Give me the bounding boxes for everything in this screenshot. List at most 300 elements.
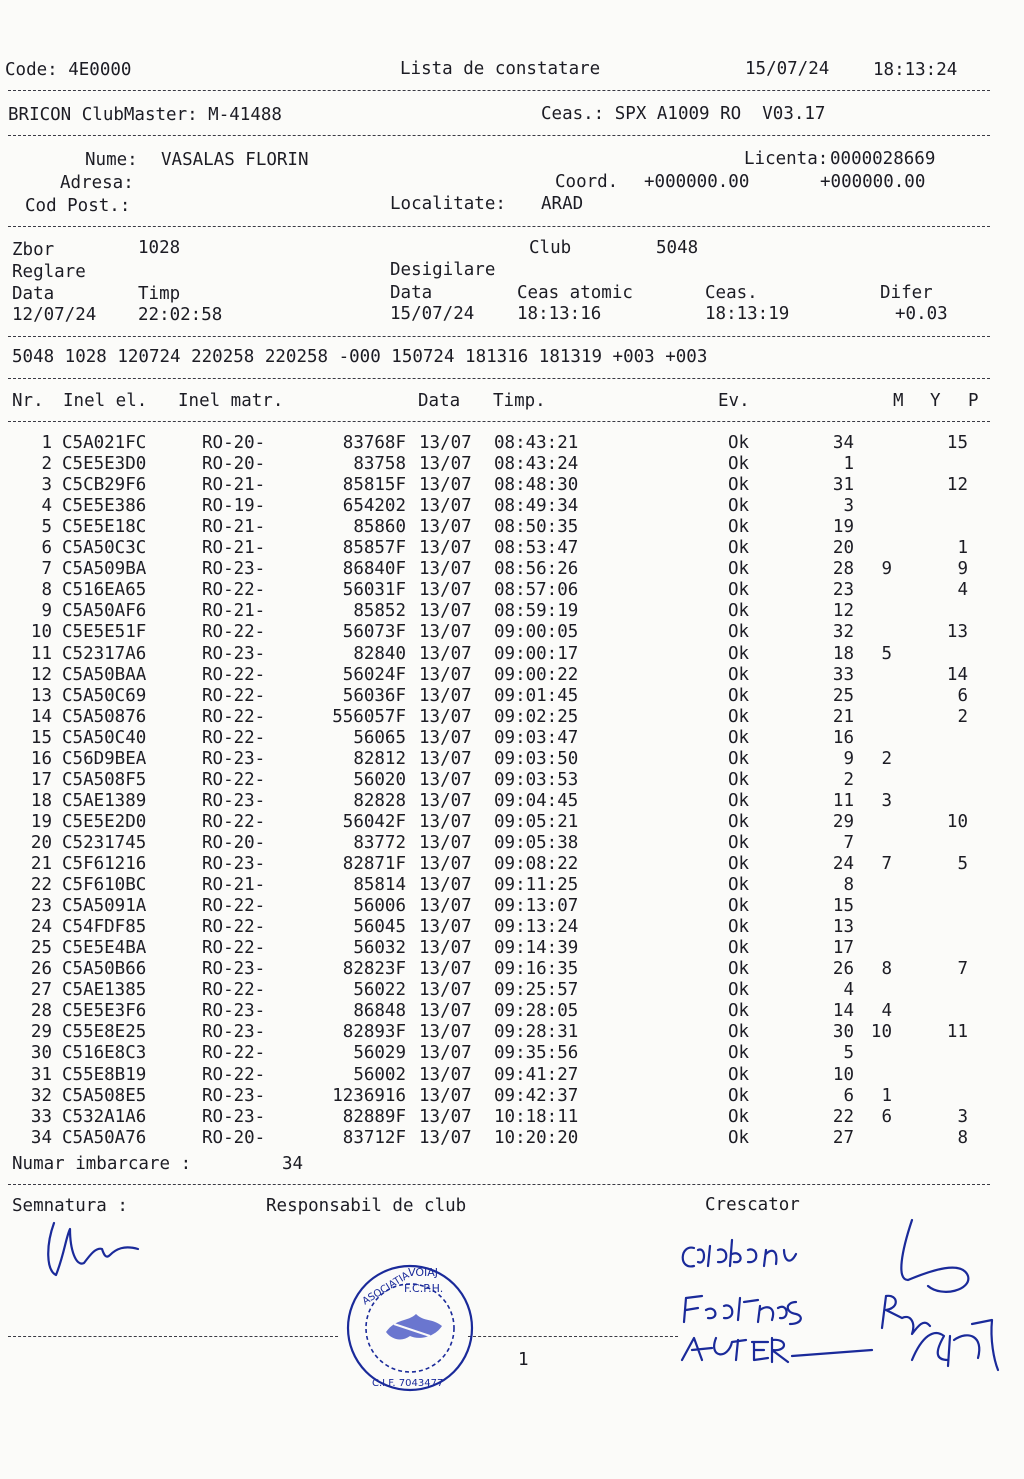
ring-number: 56022 — [353, 980, 406, 1001]
table-row — [0, 1022, 1024, 1043]
licenta-value: 0000028669 — [830, 149, 936, 169]
table-row — [0, 770, 1024, 791]
ring-electronic: C5A50C40 — [62, 727, 147, 748]
rank-p: 13 — [946, 622, 968, 643]
ring-electronic: C5E5E2D0 — [62, 811, 147, 832]
rank-y: 9 — [881, 559, 892, 580]
arrival-time: 10:20:20 — [494, 1127, 579, 1148]
divider — [8, 378, 990, 379]
ring-number: 56029 — [353, 1043, 406, 1064]
ring-electronic: C5A508E5 — [62, 1085, 147, 1106]
arrival-date: 13/07 — [419, 1022, 472, 1043]
localitate-value: ARAD — [541, 194, 584, 214]
divider — [8, 336, 990, 337]
imbarcare-label: Numar imbarcare : — [12, 1154, 192, 1174]
row-nr: 14 — [30, 706, 52, 727]
table-row — [0, 749, 1024, 770]
arrival-date: 13/07 — [419, 538, 472, 559]
ring-electronic: C5F61216 — [62, 854, 147, 874]
document-title: Lista de constatare — [400, 59, 601, 79]
coord-label: Coord. — [555, 172, 619, 192]
ring-electronic: C5A50C3C — [62, 538, 147, 559]
ring-prefix: RO-22- — [202, 727, 266, 748]
club-label: Club — [529, 238, 572, 258]
ring-electronic: C5A508F5 — [62, 769, 147, 790]
event-status: Ok — [728, 1085, 750, 1106]
arrival-date: 13/07 — [419, 496, 472, 517]
imbarcare-value: 34 — [282, 1154, 304, 1174]
rank-m: 10 — [832, 1064, 854, 1085]
ring-number: 654202 — [342, 496, 406, 517]
rank-m: 17 — [832, 938, 854, 959]
rank-y: 6 — [881, 1106, 892, 1127]
code-text: Code: 4E0000 — [5, 60, 132, 80]
row-nr: 24 — [30, 917, 52, 938]
arrival-date: 13/07 — [419, 727, 472, 748]
event-status: Ok — [728, 769, 750, 790]
ring-number: 85814 — [353, 875, 406, 896]
ring-prefix: RO-20- — [202, 433, 266, 453]
table-row — [0, 601, 1024, 622]
event-status: Ok — [728, 959, 750, 980]
page-number: 1 — [518, 1350, 529, 1370]
ring-number: 83712F — [342, 1127, 406, 1148]
rank-m: 31 — [832, 475, 854, 496]
arrival-time: 09:03:53 — [494, 769, 579, 790]
arrival-date: 13/07 — [419, 1001, 472, 1022]
desig-data-label: Data — [390, 283, 433, 303]
owner-name: VASALAS FLORIN — [161, 150, 309, 170]
arrival-date: 13/07 — [419, 643, 472, 664]
event-status: Ok — [728, 706, 750, 727]
rank-p: 12 — [946, 475, 968, 496]
rank-p: 8 — [957, 1127, 968, 1148]
divider — [8, 226, 990, 227]
ring-number: 1236916 — [332, 1085, 406, 1106]
ring-prefix: RO-23- — [202, 1106, 266, 1127]
table-row — [0, 686, 1024, 707]
ring-electronic: C5A021FC — [62, 433, 147, 453]
rank-m: 26 — [832, 959, 854, 980]
event-status: Ok — [728, 454, 750, 475]
arrival-time: 08:49:34 — [494, 496, 579, 517]
code-line: 5048 1028 120724 220258 220258 -000 150724 181316 181319 +003 +003 — [12, 347, 708, 367]
rank-m: 8 — [843, 875, 854, 896]
ring-prefix: RO-22- — [202, 896, 266, 917]
divider — [8, 421, 990, 422]
arrival-date: 13/07 — [419, 769, 472, 790]
row-nr: 3 — [41, 475, 52, 496]
event-status: Ok — [728, 517, 750, 538]
table-row — [0, 580, 1024, 601]
arrival-time: 08:48:30 — [494, 475, 579, 496]
ceas-label: Ceas. — [705, 283, 758, 303]
ring-electronic: C5E5E3D0 — [62, 454, 147, 475]
table-row — [0, 517, 1024, 538]
ceas-value: 18:13:19 — [705, 304, 790, 324]
rank-m: 18 — [832, 643, 854, 664]
table-row — [0, 538, 1024, 559]
arrival-time: 09:00:22 — [494, 664, 579, 685]
event-status: Ok — [728, 917, 750, 938]
arrival-time: 09:11:25 — [494, 875, 579, 896]
arrival-date: 13/07 — [419, 832, 472, 853]
arrival-date: 13/07 — [419, 1043, 472, 1064]
ring-prefix: RO-20- — [202, 832, 266, 853]
arrival-time: 09:01:45 — [494, 685, 579, 706]
ring-number: 82828 — [353, 790, 406, 811]
ring-number: 56036F — [342, 685, 406, 706]
event-status: Ok — [728, 938, 750, 959]
rank-m: 5 — [843, 1043, 854, 1064]
ring-electronic: C5A50A76 — [62, 1127, 147, 1148]
event-status: Ok — [728, 854, 750, 874]
ring-prefix: RO-21- — [202, 538, 266, 559]
arrival-time: 08:53:47 — [494, 538, 579, 559]
row-nr: 18 — [30, 790, 52, 811]
rank-m: 23 — [832, 580, 854, 601]
row-nr: 21 — [30, 854, 52, 874]
ring-prefix: RO-22- — [202, 622, 266, 643]
arrival-time: 09:08:22 — [494, 854, 579, 874]
ring-number: 56024F — [342, 664, 406, 685]
ring-electronic: C5A50B66 — [62, 959, 147, 980]
row-nr: 31 — [30, 1064, 52, 1085]
ring-prefix: RO-20- — [202, 454, 266, 475]
ring-number: 56032 — [353, 938, 406, 959]
arrival-time: 09:02:25 — [494, 706, 579, 727]
rank-p: 5 — [957, 854, 968, 874]
arrival-date: 13/07 — [419, 706, 472, 727]
row-nr: 13 — [30, 685, 52, 706]
ring-electronic: C5231745 — [62, 832, 147, 853]
ring-number: 85860 — [353, 517, 406, 538]
ring-number: 82840 — [353, 643, 406, 664]
col-inel-el: Inel el. — [63, 391, 148, 411]
ring-number: 83772 — [353, 832, 406, 853]
ring-prefix: RO-22- — [202, 980, 266, 1001]
table-row — [0, 791, 1024, 812]
rank-m: 2 — [843, 769, 854, 790]
rank-p: 10 — [946, 811, 968, 832]
ring-electronic: C516E8C3 — [62, 1043, 147, 1064]
table-row — [0, 1065, 1024, 1086]
table-row — [0, 875, 1024, 896]
row-nr: 1 — [41, 433, 52, 453]
rank-p: 2 — [957, 706, 968, 727]
cod-post-label: Cod Post.: — [25, 196, 131, 216]
row-nr: 28 — [30, 1001, 52, 1022]
row-nr: 9 — [41, 601, 52, 622]
ring-prefix: RO-23- — [202, 959, 266, 980]
rank-m: 21 — [832, 706, 854, 727]
arrival-date: 13/07 — [419, 1127, 472, 1148]
arrival-date: 13/07 — [419, 685, 472, 706]
arrival-time: 09:00:17 — [494, 643, 579, 664]
ring-number: 56020 — [353, 769, 406, 790]
table-row — [0, 1128, 1024, 1149]
arrival-date: 13/07 — [419, 790, 472, 811]
rank-y: 1 — [881, 1085, 892, 1106]
arrival-time: 09:03:50 — [494, 748, 579, 769]
arrival-date: 13/07 — [419, 580, 472, 601]
table-row — [0, 454, 1024, 475]
ring-electronic: C5A509BA — [62, 559, 147, 580]
col-inel-matr: Inel matr. — [178, 391, 284, 411]
event-status: Ok — [728, 875, 750, 896]
row-nr: 27 — [30, 980, 52, 1001]
row-nr: 34 — [30, 1127, 52, 1148]
row-nr: 8 — [41, 580, 52, 601]
ring-electronic: C5E5E51F — [62, 622, 147, 643]
rank-p: 11 — [946, 1022, 968, 1043]
svg-text:VOIAJ: VOIAJ — [408, 1266, 439, 1279]
ring-prefix: RO-22- — [202, 917, 266, 938]
event-status: Ok — [728, 1127, 750, 1148]
ring-prefix: RO-22- — [202, 1043, 266, 1064]
row-nr: 22 — [30, 875, 52, 896]
rank-y: 3 — [881, 790, 892, 811]
ring-electronic: C5F610BC — [62, 875, 147, 896]
col-y: Y — [930, 391, 941, 411]
row-nr: 26 — [30, 959, 52, 980]
ring-electronic: C5AE1389 — [62, 790, 147, 811]
ring-electronic: C5E5E4BA — [62, 938, 147, 959]
table-row — [0, 812, 1024, 833]
ring-electronic: C5A50AF6 — [62, 601, 147, 622]
rank-p: 7 — [957, 959, 968, 980]
row-nr: 32 — [30, 1085, 52, 1106]
rank-m: 25 — [832, 685, 854, 706]
table-row — [0, 665, 1024, 686]
table-row — [0, 433, 1024, 454]
rank-p: 4 — [957, 580, 968, 601]
table-row — [0, 938, 1024, 959]
ring-electronic: C56D9BEA — [62, 748, 147, 769]
col-m: M — [893, 391, 904, 411]
rank-m: 15 — [832, 896, 854, 917]
event-status: Ok — [728, 622, 750, 643]
rank-m: 27 — [832, 1127, 854, 1148]
difer-value: +0.03 — [895, 304, 948, 324]
rank-m: 11 — [832, 790, 854, 811]
arrival-date: 13/07 — [419, 559, 472, 580]
rank-m: 6 — [843, 1085, 854, 1106]
rank-y: 10 — [870, 1022, 892, 1043]
ring-prefix: RO-22- — [202, 580, 266, 601]
table-row — [0, 1001, 1024, 1022]
arrival-date: 13/07 — [419, 664, 472, 685]
adresa-label: Adresa: — [60, 173, 134, 193]
ring-electronic: C55E8E25 — [62, 1022, 147, 1043]
table-row — [0, 475, 1024, 496]
ring-prefix: RO-22- — [202, 769, 266, 790]
ring-prefix: RO-23- — [202, 559, 266, 580]
ring-electronic: C55E8B19 — [62, 1064, 147, 1085]
licenta-label: Licenta: — [744, 149, 829, 169]
col-ev: Ev. — [718, 391, 750, 411]
ring-prefix: RO-21- — [202, 601, 266, 622]
row-nr: 15 — [30, 727, 52, 748]
ring-electronic: C5A50BAA — [62, 664, 147, 685]
ring-electronic: C532A1A6 — [62, 1106, 147, 1127]
ring-electronic: C5CB29F6 — [62, 475, 147, 496]
arrival-time: 08:43:21 — [494, 433, 579, 453]
table-row — [0, 980, 1024, 1001]
ring-number: 56002 — [353, 1064, 406, 1085]
ring-number: 56073F — [342, 622, 406, 643]
svg-text:C.I.F. 7043477: C.I.F. 7043477 — [372, 1378, 444, 1389]
row-nr: 17 — [30, 769, 52, 790]
table-row — [0, 959, 1024, 980]
event-status: Ok — [728, 475, 750, 496]
rank-m: 4 — [843, 980, 854, 1001]
rank-m: 3 — [843, 496, 854, 517]
rank-m: 30 — [832, 1022, 854, 1043]
rank-y: 5 — [881, 643, 892, 664]
svg-text:F.C.P.H.: F.C.P.H. — [404, 1282, 444, 1295]
event-status: Ok — [728, 811, 750, 832]
rank-m: 29 — [832, 811, 854, 832]
ring-number: 82812 — [353, 748, 406, 769]
table-row — [0, 833, 1024, 854]
table-row — [0, 917, 1024, 938]
reglare-data-label: Data — [12, 284, 55, 304]
ring-number: 85815F — [342, 475, 406, 496]
table-row — [0, 854, 1024, 875]
arrival-date: 13/07 — [419, 454, 472, 475]
arrival-time: 09:00:05 — [494, 622, 579, 643]
ring-prefix: RO-23- — [202, 790, 266, 811]
row-nr: 16 — [30, 748, 52, 769]
reglare-timp: 22:02:58 — [138, 305, 223, 325]
zbor-label: Zbor — [12, 240, 55, 260]
event-status: Ok — [728, 433, 750, 453]
rank-m: 34 — [832, 433, 854, 453]
crescator-signature — [672, 1210, 1002, 1385]
event-status: Ok — [728, 832, 750, 853]
ring-electronic: C5E5E386 — [62, 496, 147, 517]
arrival-date: 13/07 — [419, 475, 472, 496]
arrival-time: 09:41:27 — [494, 1064, 579, 1085]
ring-number: 82889F — [342, 1106, 406, 1127]
ring-electronic: C516EA65 — [62, 580, 147, 601]
row-nr: 10 — [30, 622, 52, 643]
col-data: Data — [418, 391, 461, 411]
ring-electronic: C5E5E18C — [62, 517, 147, 538]
rank-p: 3 — [957, 1106, 968, 1127]
arrival-date: 13/07 — [419, 1106, 472, 1127]
row-nr: 11 — [30, 643, 52, 664]
crescator-label: Crescator — [705, 1195, 800, 1215]
arrival-date: 13/07 — [419, 854, 472, 874]
ring-number: 83758 — [353, 454, 406, 475]
row-nr: 33 — [30, 1106, 52, 1127]
event-status: Ok — [728, 727, 750, 748]
event-status: Ok — [728, 580, 750, 601]
localitate-label: Localitate: — [390, 194, 506, 214]
arrival-time: 09:13:24 — [494, 917, 579, 938]
arrival-time: 09:28:31 — [494, 1022, 579, 1043]
rank-m: 32 — [832, 622, 854, 643]
ring-prefix: RO-23- — [202, 854, 266, 874]
reglare-label: Reglare — [12, 262, 86, 282]
table-row — [0, 896, 1024, 917]
table-row — [0, 707, 1024, 728]
rank-m: 20 — [832, 538, 854, 559]
ring-electronic: C5E5E3F6 — [62, 1001, 147, 1022]
ring-prefix: RO-23- — [202, 1001, 266, 1022]
desig-data: 15/07/24 — [390, 304, 475, 324]
rank-m: 24 — [832, 854, 854, 874]
table-row — [0, 622, 1024, 643]
ring-prefix: RO-19- — [202, 496, 266, 517]
arrival-time: 09:25:57 — [494, 980, 579, 1001]
arrival-date: 13/07 — [419, 433, 472, 453]
rank-p: 1 — [957, 538, 968, 559]
ring-electronic: C5A50876 — [62, 706, 147, 727]
divider — [8, 90, 990, 91]
rank-y: 4 — [881, 1001, 892, 1022]
col-p: P — [968, 391, 979, 411]
arrival-time: 09:16:35 — [494, 959, 579, 980]
col-nr: Nr. — [12, 391, 44, 411]
ring-prefix: RO-22- — [202, 1064, 266, 1085]
arrival-date: 13/07 — [419, 1085, 472, 1106]
ceas-atomic-label: Ceas atomic — [517, 283, 633, 303]
arrival-time: 08:59:19 — [494, 601, 579, 622]
table-row — [0, 1107, 1024, 1128]
divider — [8, 135, 990, 136]
row-nr: 20 — [30, 832, 52, 853]
ring-prefix: RO-23- — [202, 748, 266, 769]
divider — [8, 1184, 990, 1185]
event-status: Ok — [728, 896, 750, 917]
arrival-date: 13/07 — [419, 811, 472, 832]
rank-p: 6 — [957, 685, 968, 706]
ring-prefix: RO-23- — [202, 1085, 266, 1106]
ring-electronic: C5A50C69 — [62, 685, 147, 706]
reglare-timp-label: Timp — [138, 284, 181, 304]
arrival-time: 09:42:37 — [494, 1085, 579, 1106]
row-nr: 23 — [30, 896, 52, 917]
table-row — [0, 728, 1024, 749]
ring-number: 56045 — [353, 917, 406, 938]
row-nr: 19 — [30, 811, 52, 832]
header-time: 18:13:24 — [873, 60, 958, 80]
ring-number: 85857F — [342, 538, 406, 559]
event-status: Ok — [728, 643, 750, 664]
ring-electronic: C54FDF85 — [62, 917, 147, 938]
rank-p: 14 — [946, 664, 968, 685]
arrival-time: 08:43:24 — [494, 454, 579, 475]
ring-number: 556057F — [332, 706, 406, 727]
ring-prefix: RO-22- — [202, 685, 266, 706]
ring-prefix: RO-21- — [202, 475, 266, 496]
event-status: Ok — [728, 685, 750, 706]
rank-m: 13 — [832, 917, 854, 938]
arrival-date: 13/07 — [419, 1064, 472, 1085]
arrival-date: 13/07 — [419, 748, 472, 769]
event-status: Ok — [728, 664, 750, 685]
event-status: Ok — [728, 1022, 750, 1043]
event-status: Ok — [728, 980, 750, 1001]
rank-m: 7 — [843, 832, 854, 853]
arrival-date: 13/07 — [419, 875, 472, 896]
table-row — [0, 644, 1024, 665]
clubmaster-text: BRICON ClubMaster: M-41488 — [8, 105, 282, 125]
ring-number: 82823F — [342, 959, 406, 980]
